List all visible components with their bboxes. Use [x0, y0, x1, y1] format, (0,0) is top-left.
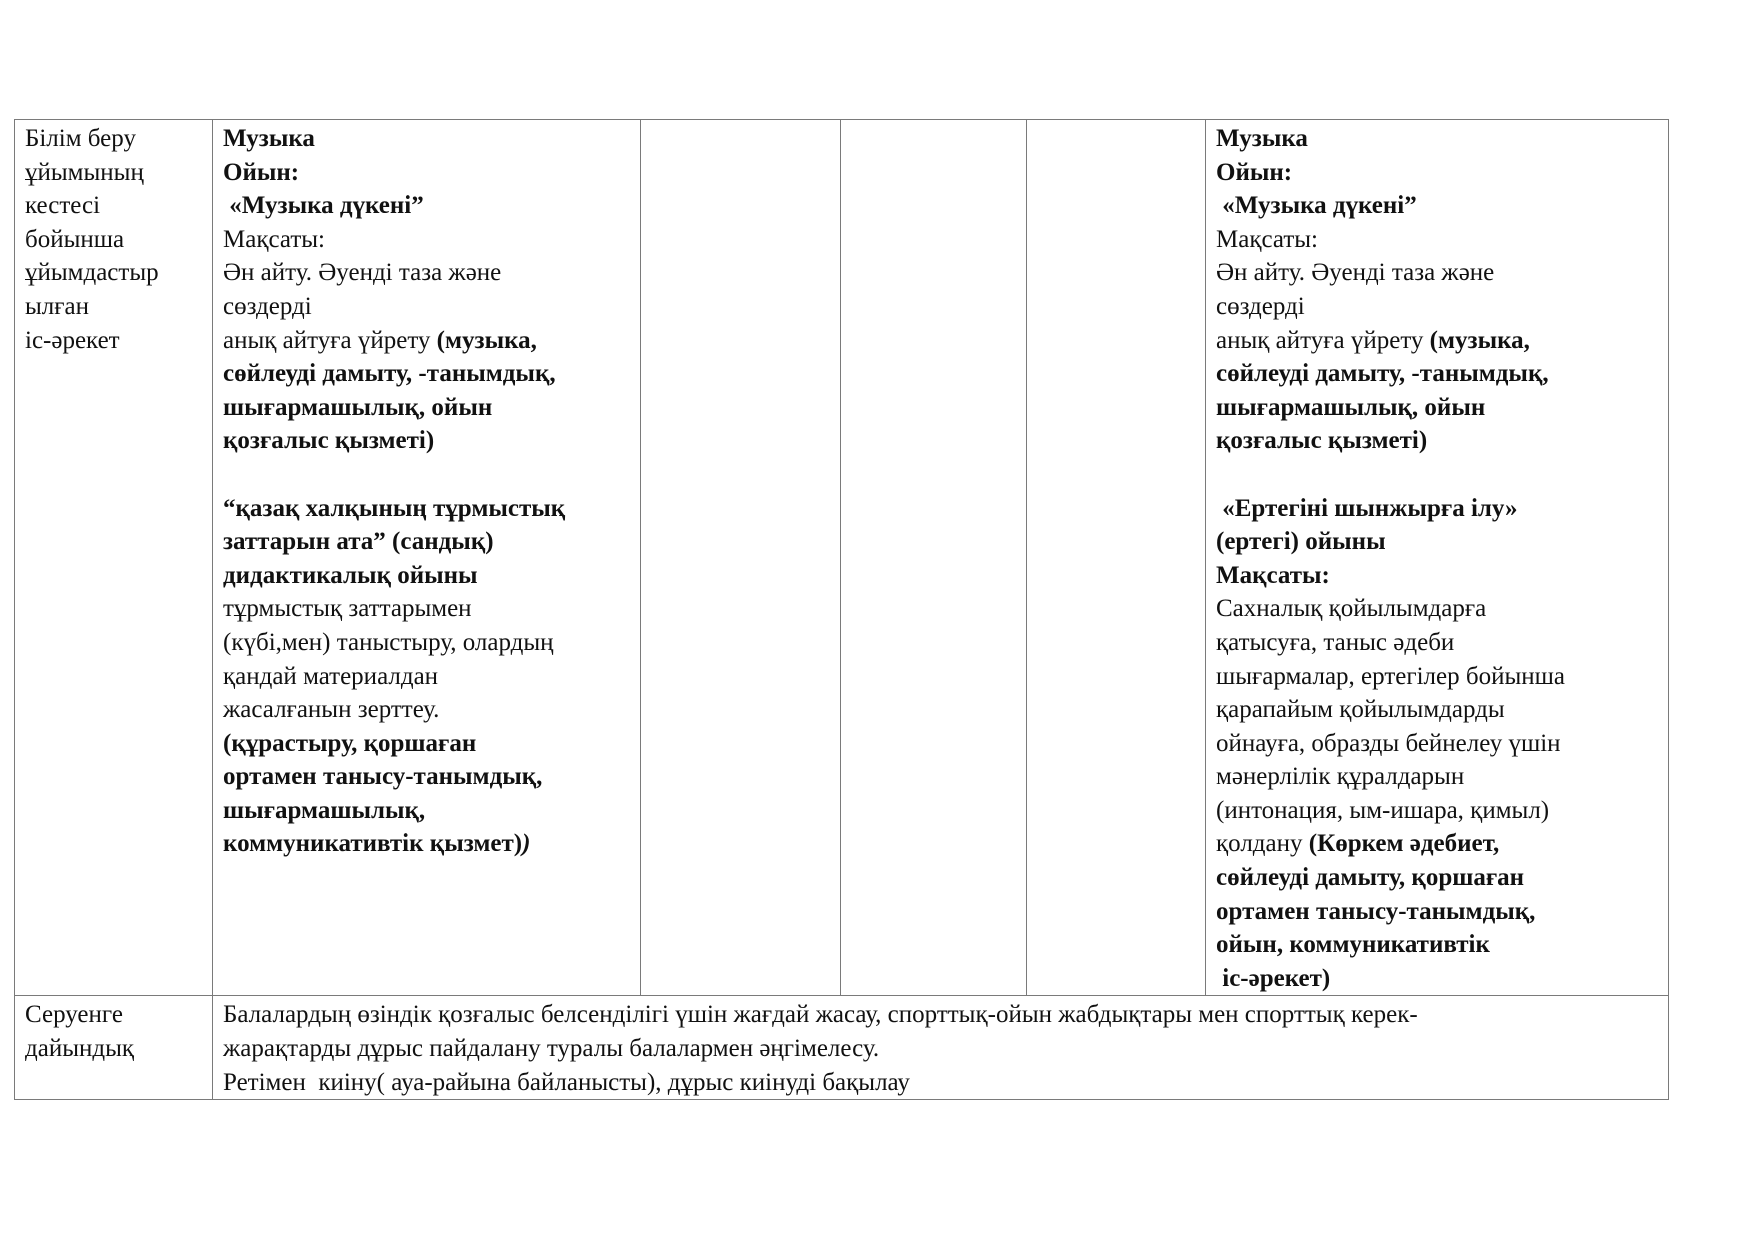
game2-text: қарапайым қойылымдарды — [1216, 696, 1505, 724]
goal-text-bold: шығармашылық, ойын — [223, 393, 493, 421]
game2-areas-last — [223, 827, 630, 861]
closing-paren: ) — [522, 830, 531, 858]
subject-title: Музыка — [1216, 125, 1308, 152]
row-label-line: ұйымдастыр — [25, 259, 159, 287]
game-label: Ойын: — [1216, 158, 1293, 186]
row-label-line: кестесі — [25, 192, 101, 220]
game2-text: шығармалар, ертегілер бойынша — [1216, 662, 1565, 690]
walk-text: Ретімен киіну( ауа-райына байланысты), дұрыс киінуді бақылау — [223, 1068, 910, 1096]
day-cell-4 — [1027, 120, 1206, 996]
row-label-line: іс-әрекет — [25, 326, 120, 354]
game2-areas: коммуникативтік қызмет) — [223, 830, 523, 858]
goal-text-bold: сөйлеуді дамыту, -танымдық, — [1216, 360, 1549, 388]
goal-text-mixed — [1216, 324, 1658, 358]
game2-title: дидактикалық ойыны — [223, 561, 478, 589]
row-label-line: ылған — [25, 292, 90, 320]
row-label-cell — [15, 996, 213, 1100]
day-cell-1 — [213, 120, 641, 996]
row-label-line: Серуенге — [25, 1001, 123, 1029]
goal-text-bold: қозғалыс қызметі) — [223, 427, 435, 455]
goal-text: Ән айту. Әуенді таза және — [1216, 259, 1495, 287]
row-label-line: Білім беру — [25, 125, 136, 152]
game2-areas: ортамен танысу-танымдық, — [1216, 897, 1536, 925]
row-label-line: дайындық — [25, 1035, 135, 1063]
goal-text: сөздерді — [223, 292, 312, 320]
goal-text: сөздерді — [1216, 292, 1305, 320]
game2-areas: (құрастыру, қоршаған — [223, 729, 477, 757]
goal-text: анық айтуға үйрету — [223, 326, 437, 354]
game2-goal-label: Мақсаты: — [1216, 561, 1330, 589]
game2-text: қолдану — [1216, 830, 1309, 858]
row-label-line: бойынша — [25, 225, 125, 253]
walk-content-cell — [213, 996, 1669, 1100]
game2-title: «Ертегіні шынжырға ілу» — [1216, 494, 1518, 522]
game2-text: мәнерлілік құралдарын — [1216, 763, 1465, 791]
game2-text: қатысуға, таныс әдеби — [1216, 628, 1455, 656]
goal-label: Мақсаты: — [1216, 225, 1318, 253]
game2-areas: шығармашылық, — [223, 796, 426, 824]
subject-title: Музыка — [223, 125, 315, 152]
walk-preparation-row — [15, 996, 1669, 1100]
day-cell-3 — [841, 120, 1027, 996]
game2-text: тұрмыстық заттарымен — [223, 595, 472, 623]
day-cell-5 — [1206, 120, 1669, 996]
game2-areas: сөйлеуді дамыту, қоршаған — [1216, 864, 1525, 892]
game2-areas: іс-әрекет) — [1216, 964, 1331, 992]
game2-text: (интонация, ым-ишара, қимыл) — [1216, 796, 1550, 824]
day-cell-2 — [641, 120, 841, 996]
goal-text: анық айтуға үйрету — [1216, 326, 1430, 354]
goal-text-bold: (музыка, — [436, 326, 537, 354]
schedule-table — [14, 119, 1669, 1100]
game2-areas: ойын, коммуникативтік — [1216, 931, 1490, 959]
blank-line — [1216, 458, 1658, 492]
walk-text: жарақтарды дұрыс пайдалану туралы балалармен әңгімелесу. — [223, 1035, 880, 1063]
goal-label: Мақсаты: — [223, 225, 325, 253]
game-name: «Музыка дүкені” — [1216, 192, 1417, 220]
blank-line — [223, 458, 630, 492]
game-name: «Музыка дүкені” — [223, 192, 424, 220]
game2-areas: (Көркем әдебиет, — [1308, 830, 1500, 858]
goal-text-bold: қозғалыс қызметі) — [1216, 427, 1428, 455]
goal-text-mixed — [223, 324, 630, 358]
organized-activity-row — [15, 120, 1669, 996]
goal-text-bold: сөйлеуді дамыту, -танымдық, — [223, 360, 556, 388]
goal-text: Ән айту. Әуенді таза және — [223, 259, 502, 287]
game2-title: (ертегі) ойыны — [1216, 528, 1386, 556]
game2-text: (күбі,мен) таныстыру, олардың — [223, 628, 554, 656]
game2-title: “қазақ халқының тұрмыстық — [223, 494, 566, 522]
goal-text-bold: шығармашылық, ойын — [1216, 393, 1486, 421]
game2-text: ойнауға, образды бейнелеу үшін — [1216, 729, 1561, 757]
game-label: Ойын: — [223, 158, 300, 186]
game2-text: қандай материалдан — [223, 662, 439, 690]
row-label-cell — [15, 120, 213, 996]
game2-text: жасалғанын зерттеу. — [223, 696, 440, 724]
goal-text-bold: (музыка, — [1429, 326, 1530, 354]
game2-text: Сахналық қойылымдарға — [1216, 595, 1487, 623]
game2-title: заттарын ата” (сандық) — [223, 528, 494, 556]
game2-text-mixed — [1216, 827, 1658, 861]
game2-areas: ортамен танысу-танымдық, — [223, 763, 543, 791]
walk-text: Балалардың өзіндік қозғалыс белсенділігі үшін жағдай жасау, спорттық-ойын жабдықтары мен спорттық керек- — [223, 1001, 1418, 1029]
row-label-line: ұйымының — [25, 158, 144, 186]
